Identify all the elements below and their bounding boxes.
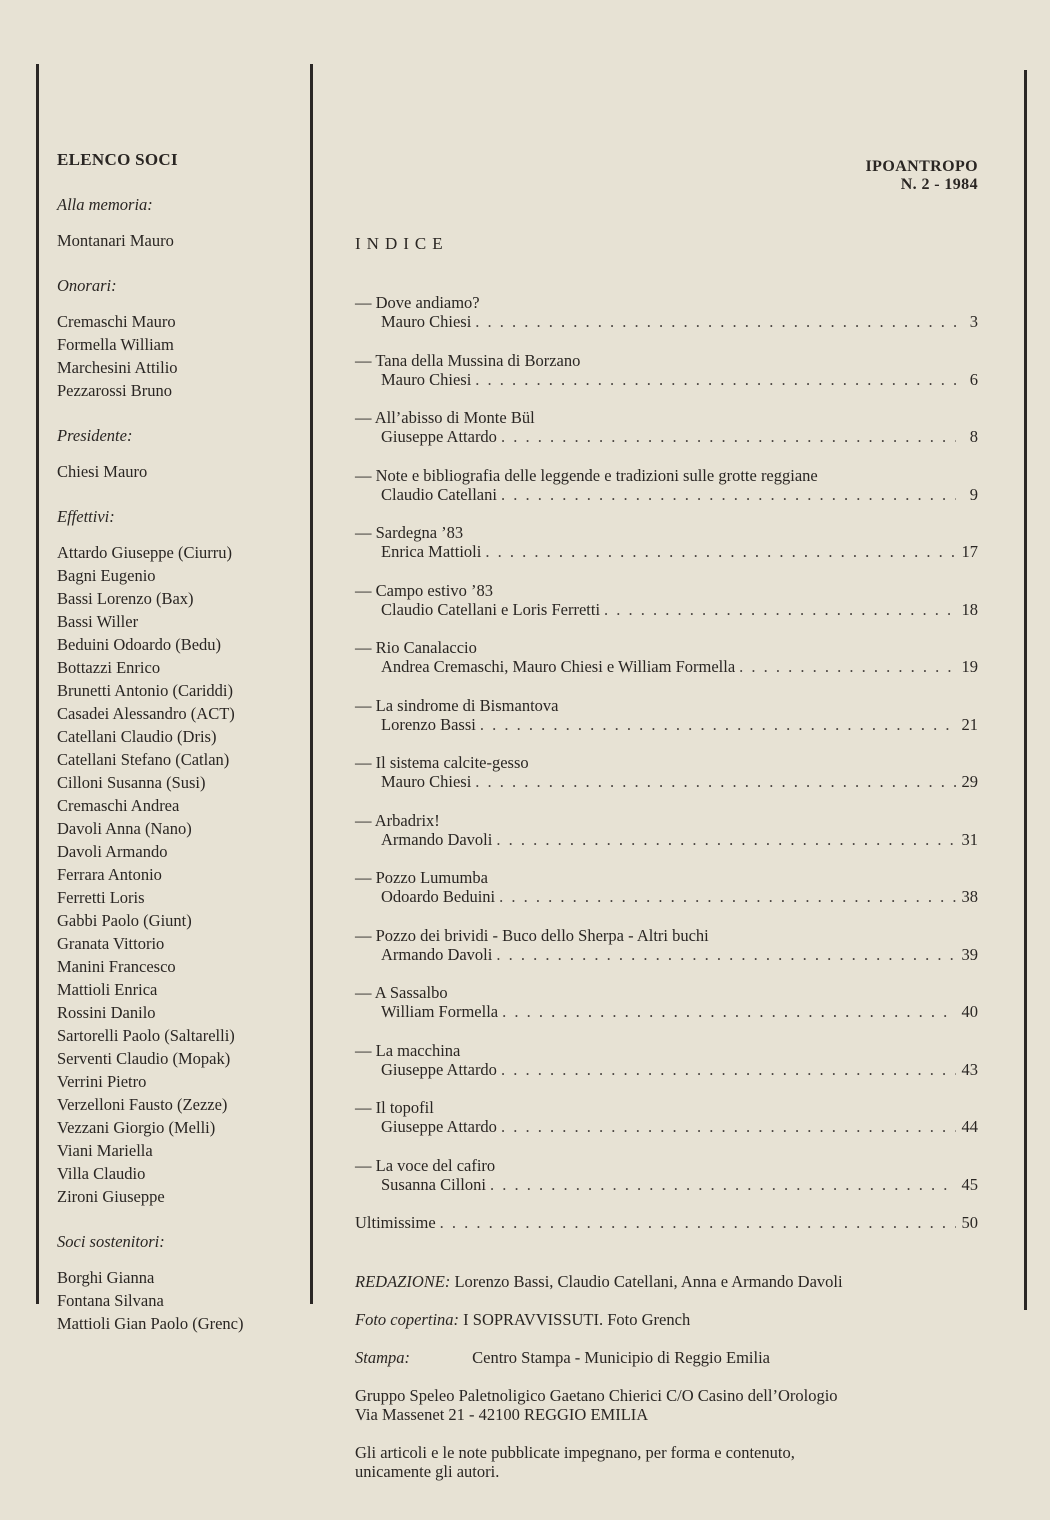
member-name: Borghi Gianna (57, 1268, 155, 1287)
leader-dots (499, 887, 956, 906)
member-name: Cremaschi Andrea (57, 796, 180, 815)
member-group (57, 1232, 307, 1335)
toc-author: Claudio Catellani e Loris Ferretti (381, 599, 601, 619)
member-name: Cilloni Susanna (Susi) (57, 773, 206, 792)
toc-page: 19 (961, 657, 978, 676)
toc-page: 39 (961, 944, 978, 964)
member-group (57, 195, 307, 252)
toc-page: 44 (961, 1117, 978, 1136)
toc-line (355, 1002, 978, 1021)
journal-issue: N. 2 - 1984 (900, 176, 978, 193)
member-name: Gabbi Paolo (Giunt) (57, 911, 192, 930)
member-name: Davoli Anna (Nano) (57, 819, 192, 838)
leader-dots (475, 370, 956, 389)
leader-dots (496, 945, 956, 964)
member-name: Mattioli Enrica (57, 980, 158, 999)
redazione-label: REDAZIONE: (355, 1272, 451, 1291)
toc-entry (355, 1041, 978, 1099)
member-name: Montanari Mauro (57, 231, 174, 250)
foto-line (355, 1310, 995, 1329)
member-name: Catellani Stefano (Catlan) (57, 750, 230, 769)
leader-dots (501, 485, 956, 504)
toc-author: Armando Davoli (381, 829, 493, 849)
leader-dots (485, 542, 956, 561)
toc-page: 38 (961, 887, 978, 906)
toc-author: Odoardo Beduini (381, 887, 496, 906)
toc-line (355, 887, 978, 906)
member-name: Verzelloni Fausto (Zezze) (57, 1095, 228, 1114)
toc-line (355, 1117, 978, 1136)
foto-value: I SOPRAVVISSUTI. Foto Grench (463, 1310, 691, 1329)
toc-title: — Il sistema calcite-gesso (355, 753, 529, 772)
toc-entry (355, 408, 978, 466)
toc-author: Mauro Chiesi (381, 772, 472, 791)
member-name: Catellani Claudio (Dris) (57, 727, 217, 746)
toc-line (355, 485, 978, 504)
toc-entry (355, 1156, 978, 1214)
leader-dots (475, 772, 956, 791)
toc-title: — La voce del cafiro (355, 1155, 496, 1175)
toc-title: — Il topofil (355, 1098, 434, 1117)
member-name: Serventi Claudio (Mopak) (57, 1049, 231, 1068)
members-column (57, 150, 307, 1359)
leader-dots (480, 715, 956, 734)
toc-line (355, 1060, 978, 1079)
toc-entry (355, 293, 978, 351)
toc-page: 45 (961, 1174, 978, 1194)
member-group-heading: Effettivi: (57, 507, 115, 526)
member-name: Manini Francesco (57, 957, 176, 976)
member-group (57, 507, 307, 1208)
members-title: ELENCO SOCI (57, 150, 178, 169)
toc-entry (355, 983, 978, 1041)
toc-page: 21 (961, 714, 978, 734)
table-of-contents (355, 293, 978, 1271)
toc-page: 9 (969, 484, 978, 504)
member-name: Cremaschi Mauro (57, 312, 176, 331)
toc-page: 6 (969, 369, 978, 389)
member-name: Viani Mariella (57, 1141, 153, 1160)
leader-dots (475, 312, 956, 331)
toc-entry (355, 811, 978, 869)
leader-dots (739, 657, 956, 676)
member-group-heading: Soci sostenitori: (57, 1232, 165, 1251)
address-block (355, 1386, 995, 1424)
toc-line (355, 715, 978, 734)
toc-entry-ultimissime (355, 1213, 978, 1271)
toc-line (355, 1213, 978, 1232)
toc-entry (355, 753, 978, 811)
column-divider-rule (310, 64, 313, 1304)
toc-title: — La macchina (355, 1040, 461, 1060)
stampa-line (355, 1348, 995, 1367)
toc-author: Mauro Chiesi (381, 312, 472, 331)
members-groups (57, 195, 307, 1335)
toc-page: 29 (961, 772, 978, 791)
member-name: Zironi Giuseppe (57, 1187, 165, 1206)
redazione-line (355, 1272, 995, 1291)
toc-entry (355, 581, 978, 639)
toc-entry (355, 1098, 978, 1156)
toc-entry (355, 638, 978, 696)
member-name: Chiesi Mauro (57, 462, 148, 481)
toc-page: 31 (961, 829, 978, 849)
stampa-value: Centro Stampa - Municipio di Reggio Emilia (472, 1348, 771, 1367)
toc-title: — All’abisso di Monte Bül (355, 408, 535, 427)
redazione-value: Lorenzo Bassi, Claudio Catellani, Anna e Armando Davoli (454, 1272, 843, 1291)
toc-author: Mauro Chiesi (381, 369, 472, 389)
member-name: Brunetti Antonio (Cariddi) (57, 681, 233, 700)
toc-line (355, 945, 978, 964)
member-group (57, 276, 307, 402)
toc-title: — Sardegna ’83 (355, 523, 464, 542)
colophon (355, 1272, 995, 1500)
left-border-rule (36, 64, 39, 1304)
toc-page: 40 (961, 1002, 978, 1021)
journal-name: IPOANTROPO (865, 158, 978, 175)
toc-line (355, 312, 978, 331)
member-name: Granata Vittorio (57, 934, 165, 953)
toc-entry (355, 351, 978, 409)
toc-author: Giuseppe Attardo (381, 427, 497, 446)
toc-title: — La sindrome di Bismantova (355, 695, 559, 715)
toc-page: 18 (961, 599, 978, 619)
right-border-rule (1024, 70, 1027, 1310)
toc-entry (355, 926, 978, 984)
toc-author: Susanna Cilloni (381, 1174, 486, 1194)
toc-title: — Campo estivo ’83 (355, 580, 493, 600)
member-name: Marchesini Attilio (57, 358, 178, 377)
toc-page: 8 (969, 427, 978, 446)
toc-page: 17 (961, 542, 978, 561)
toc-line (355, 370, 978, 389)
toc-line (355, 427, 978, 446)
member-group-heading: Presidente: (57, 426, 133, 445)
disclaimer-line-2: unicamente gli autori. (355, 1462, 500, 1481)
leader-dots (501, 1060, 956, 1079)
member-name: Mattioli Gian Paolo (Grenc) (57, 1314, 244, 1333)
toc-line (355, 657, 978, 676)
toc-line (355, 1175, 978, 1194)
toc-title: — Pozzo Lumumba (355, 868, 488, 887)
leader-dots (496, 830, 956, 849)
toc-title: — Arbadrix! (355, 810, 440, 830)
leader-dots (604, 600, 956, 619)
leader-dots (501, 1117, 956, 1136)
member-name: Sartorelli Paolo (Saltarelli) (57, 1026, 235, 1045)
member-name: Bassi Lorenzo (Bax) (57, 589, 194, 608)
toc-entry (355, 868, 978, 926)
member-name: Davoli Armando (57, 842, 168, 861)
toc-line (355, 830, 978, 849)
member-name: Ferretti Loris (57, 888, 145, 907)
toc-entry (355, 523, 978, 581)
member-name: Beduini Odoardo (Bedu) (57, 635, 222, 654)
member-name: Formella William (57, 335, 174, 354)
member-name: Rossini Danilo (57, 1003, 156, 1022)
member-group-heading: Alla memoria: (57, 195, 153, 214)
toc-title: — Note e bibliografia delle leggende e tradizioni sulle grotte reggiane (355, 465, 818, 485)
member-name: Ferrara Antonio (57, 865, 162, 884)
toc-author: Giuseppe Attardo (381, 1059, 497, 1079)
toc-author: Lorenzo Bassi (381, 714, 476, 734)
address-line-2: Via Massenet 21 - 42100 REGGIO EMILIA (355, 1405, 649, 1424)
toc-label: Ultimissime (355, 1213, 436, 1232)
member-group-heading: Onorari: (57, 276, 117, 295)
member-group (57, 426, 307, 483)
toc-page: 50 (961, 1213, 978, 1232)
foto-label: Foto copertina: (355, 1310, 460, 1329)
toc-title: — Dove andiamo? (355, 293, 480, 312)
toc-author: Giuseppe Attardo (381, 1117, 497, 1136)
toc-title: — Tana della Mussina di Borzano (355, 350, 581, 370)
member-name: Bagni Eugenio (57, 566, 156, 585)
disclaimer (355, 1443, 995, 1481)
toc-title: — A Sassalbo (355, 983, 448, 1002)
toc-author: William Formella (381, 1002, 499, 1021)
toc-page: 43 (961, 1059, 978, 1079)
member-name: Villa Claudio (57, 1164, 146, 1183)
leader-dots (490, 1175, 956, 1194)
member-name: Fontana Silvana (57, 1291, 164, 1310)
toc-page: 3 (969, 312, 978, 331)
member-name: Bottazzi Enrico (57, 658, 161, 677)
member-name: Bassi Willer (57, 612, 139, 631)
member-name: Vezzani Giorgio (Melli) (57, 1118, 216, 1137)
toc-author: Armando Davoli (381, 944, 493, 964)
leader-dots (440, 1213, 956, 1232)
member-name: Verrini Pietro (57, 1072, 147, 1091)
toc-line (355, 600, 978, 619)
member-name: Attardo Giuseppe (Ciurru) (57, 543, 233, 562)
toc-line (355, 772, 978, 791)
toc-title: — Pozzo dei brividi - Buco dello Sherpa - Altri buchi (355, 925, 709, 945)
member-name: Casadei Alessandro (ACT) (57, 704, 235, 723)
toc-author: Enrica Mattioli (381, 542, 482, 561)
address-line-1: Gruppo Speleo Paletnoligico Gaetano Chierici C/O Casino dell’Orologio (355, 1386, 838, 1405)
leader-dots (502, 1002, 956, 1021)
toc-author: Claudio Catellani (381, 484, 497, 504)
toc-entry (355, 696, 978, 754)
toc-author: Andrea Cremaschi, Mauro Chiesi e William Formella (381, 657, 736, 676)
toc-entry (355, 466, 978, 524)
member-name: Pezzarossi Bruno (57, 381, 173, 400)
toc-title: — Rio Canalaccio (355, 638, 477, 657)
toc-line (355, 542, 978, 561)
journal-header (866, 158, 978, 194)
stampa-label: Stampa: (355, 1348, 410, 1367)
index-title: INDICE (355, 234, 449, 253)
leader-dots (501, 427, 956, 446)
disclaimer-line-1: Gli articoli e le note pubblicate impegnano, per forma e contenuto, (355, 1443, 795, 1462)
toc-entries (355, 293, 978, 1213)
